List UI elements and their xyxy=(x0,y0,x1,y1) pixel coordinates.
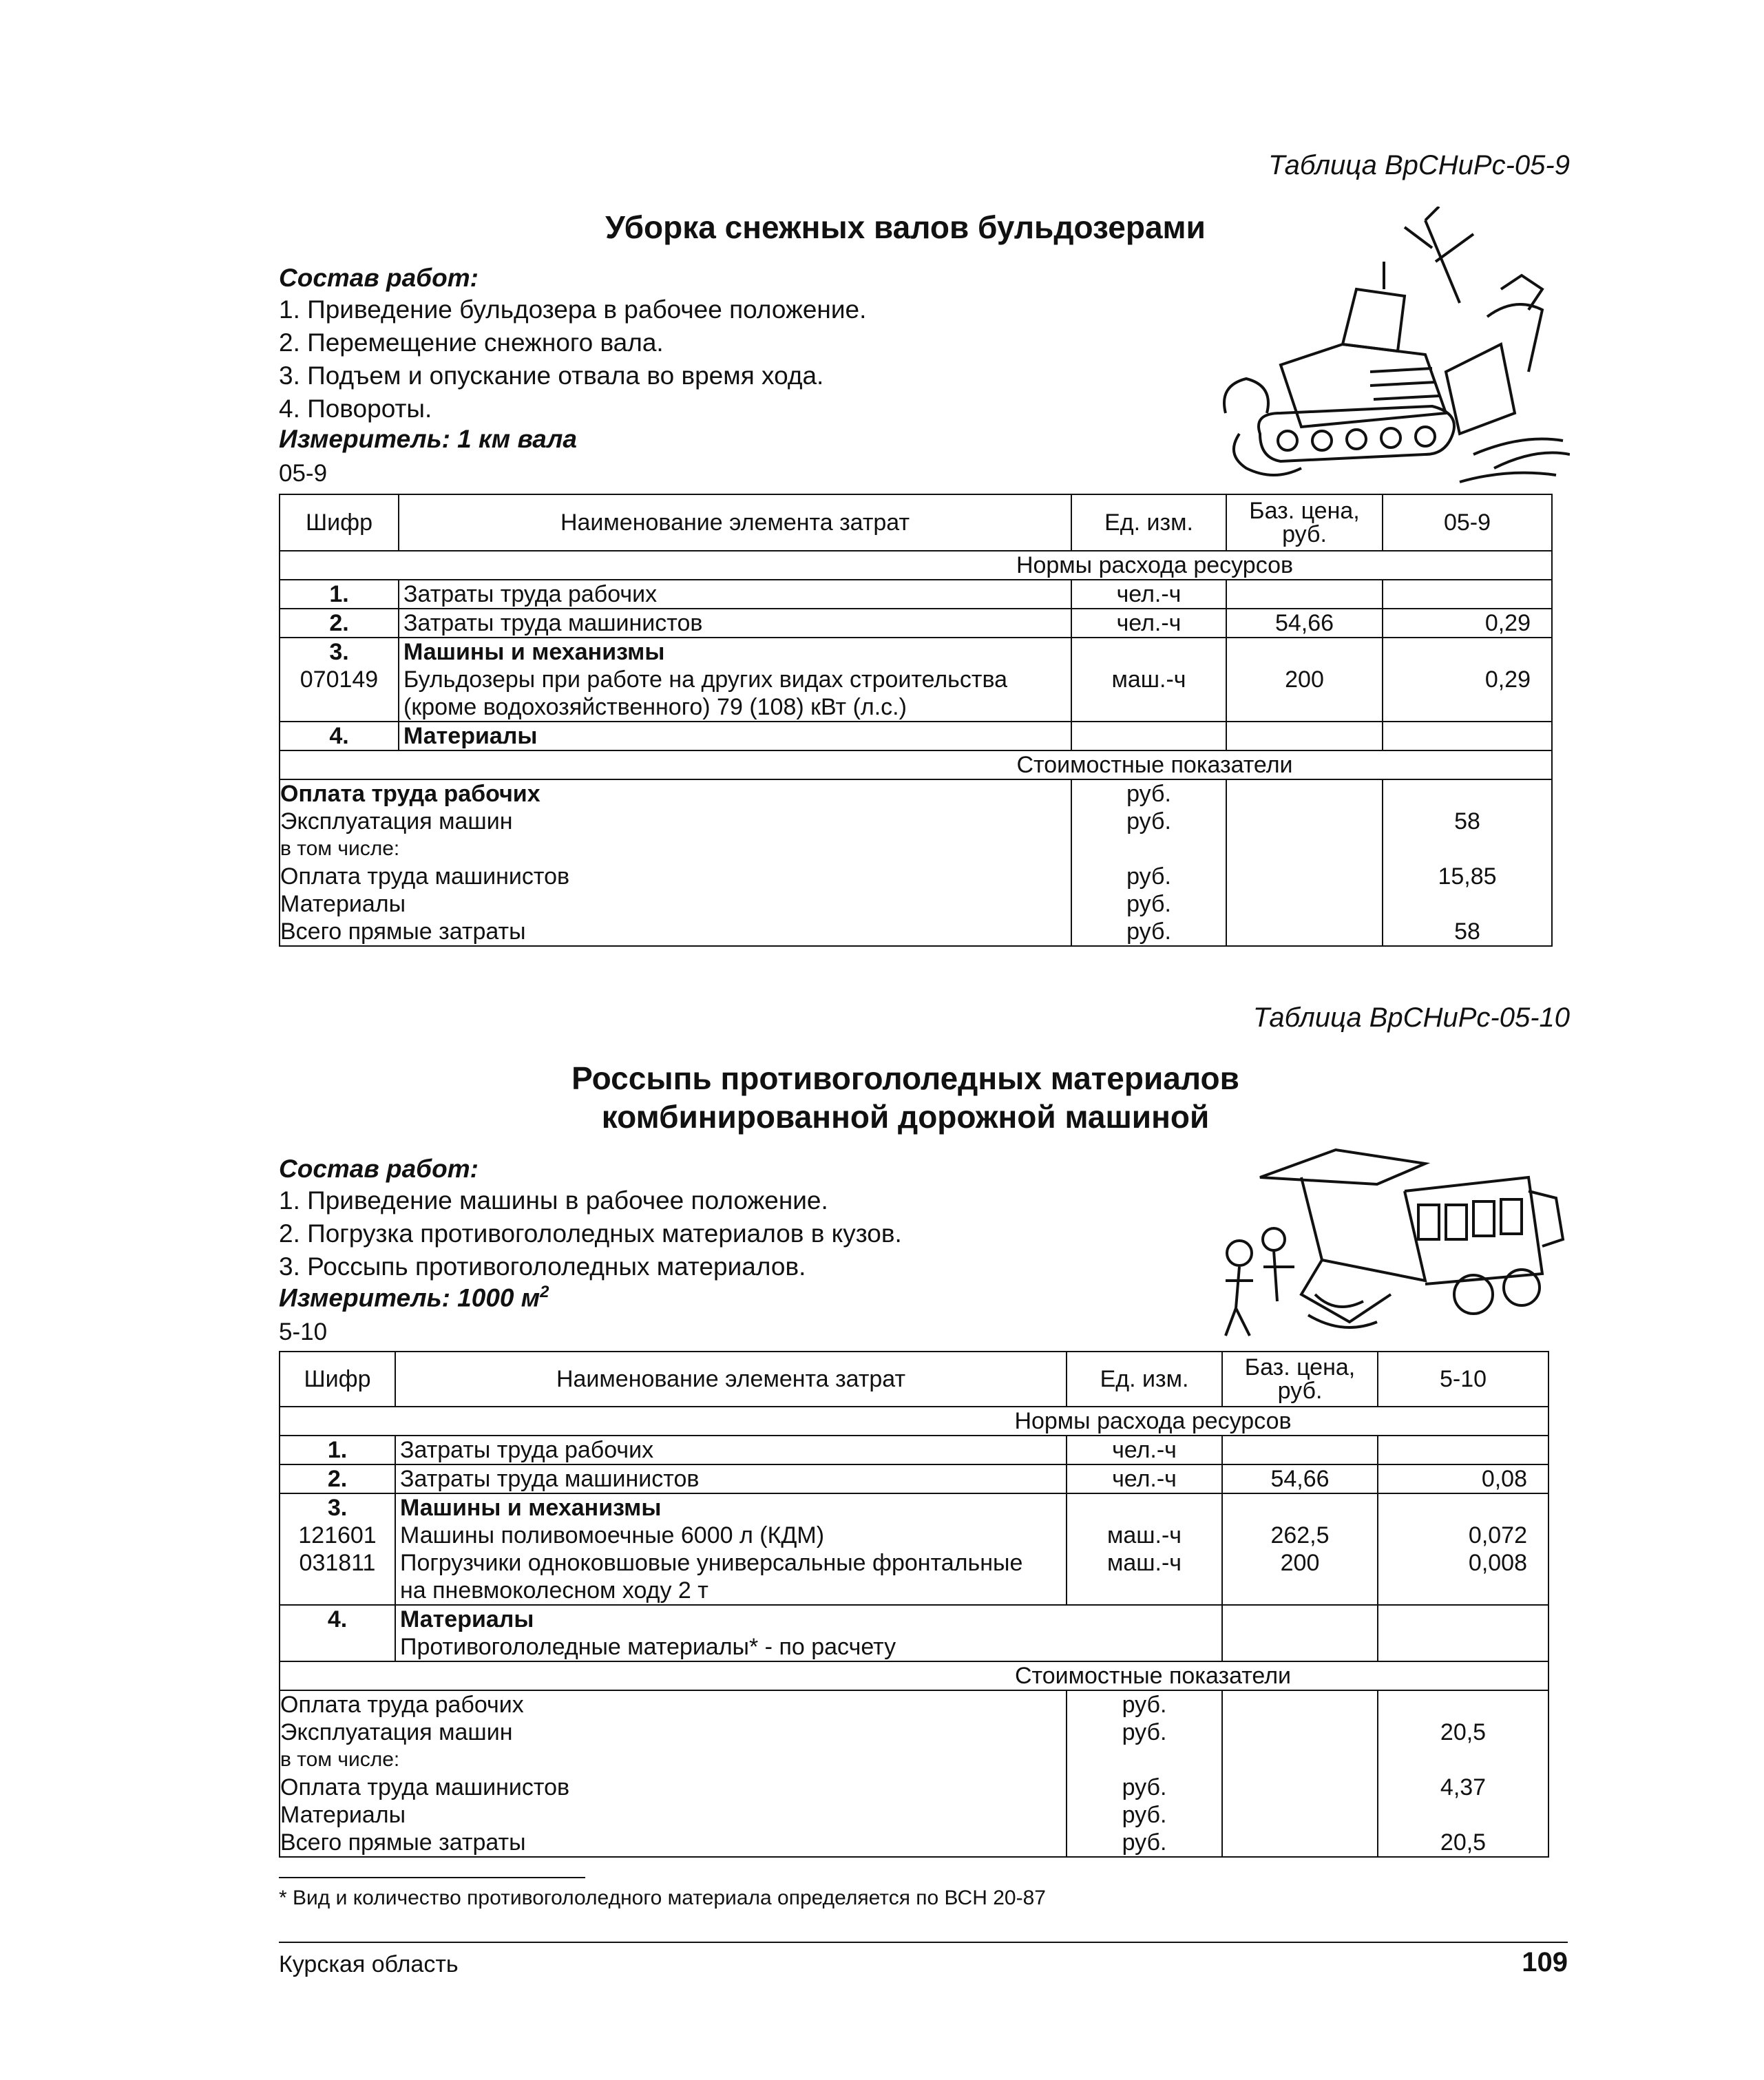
table-code: 05-9 xyxy=(279,460,328,487)
table-row: 1. Затраты труда рабочих чел.-ч xyxy=(280,1436,1548,1464)
table-code: 5-10 xyxy=(279,1319,328,1345)
section-title: Уборка снежных валов бульдозерами xyxy=(605,209,1206,245)
cost-rows: Оплата труда рабочих Эксплуатация машин в том числе: Оплата труда машинистов Материалы Всего прямые затраты руб. руб. руб. руб. руб. 58 15,85 58 xyxy=(280,779,1552,946)
work-list xyxy=(279,1184,1174,1283)
work-item: 4. Повороты. xyxy=(279,395,432,423)
cost-rows: Оплата труда рабочих Эксплуатация машин в том числе: Оплата труда машинистов Материалы Всего прямые затраты руб. руб. руб. руб. руб. 20,5 4,37 20,5 xyxy=(280,1690,1548,1857)
table-row: 2. Затраты труда машинистов чел.-ч 54,66 0,29 xyxy=(280,609,1552,638)
work-item: 2. Перемещение снежного вала. xyxy=(279,328,664,357)
header-code: Шифр xyxy=(280,1352,395,1407)
page-number: 109 xyxy=(1522,1947,1568,1977)
footer-rule xyxy=(279,1942,1568,1943)
header-rate-code: 05-9 xyxy=(1383,494,1552,551)
footnote: * Вид и количество противогололедного материала определяется по ВСН 20-87 xyxy=(279,1887,1046,1909)
section-costs: Стоимостные показатели xyxy=(280,750,1552,779)
table-row: 2. Затраты труда машинистов чел.-ч 54,66 0,08 xyxy=(280,1464,1548,1493)
header-name: Наименование элемента затрат xyxy=(395,1352,1067,1407)
work-item: 1. Приведение машины в рабочее положение. xyxy=(279,1186,828,1215)
work-item: 3. Подъем и опускание отвала во время хода. xyxy=(279,361,824,390)
table-row: 3. 070149 Машины и механизмы Бульдозеры при работе на других видах строительства (кроме водохозяйственного) 79 (108) кВт (л.с.) маш.-ч 200 0,29 xyxy=(280,638,1552,722)
meter-label: Измеритель: 1000 $м^2$ xyxy=(279,1283,549,1312)
work-composition-heading: Состав работ: xyxy=(279,1155,479,1183)
header-price: Баз. цена, руб. xyxy=(1222,1352,1378,1407)
table-row: 1. Затраты труда рабочих чел.-ч xyxy=(280,580,1552,609)
header-price: Баз. цена, руб. xyxy=(1226,494,1383,551)
section-costs: Стоимостные показатели xyxy=(280,1661,1548,1690)
table-row: 4. Материалы xyxy=(280,722,1552,750)
work-composition-heading: Состав работ: xyxy=(279,264,479,292)
header-unit: Ед. изм. xyxy=(1071,494,1226,551)
table-row: 4. Материалы Противогололедные материалы* - по расчету xyxy=(280,1605,1548,1661)
work-item: 1. Приведение бульдозера в рабочее положение. xyxy=(279,295,867,324)
header-code: Шифр xyxy=(280,494,399,551)
work-list xyxy=(279,293,1174,426)
cost-norms-table xyxy=(279,1351,1549,1858)
table-caption: Таблица ВрСНиРс-05-9 xyxy=(1268,150,1570,180)
cost-norms-table xyxy=(279,494,1553,947)
header-name: Наименование элемента затрат xyxy=(399,494,1071,551)
meter-label: Измеритель: 1 км вала xyxy=(279,425,577,453)
header-unit: Ед. изм. xyxy=(1067,1352,1222,1407)
road-machine-sketch-icon xyxy=(1198,1136,1570,1343)
section-norms: Нормы расхода ресурсов xyxy=(280,1407,1548,1436)
footer-region: Курская область xyxy=(279,1951,459,1977)
bulldozer-sketch-icon xyxy=(1198,207,1570,496)
header-rate-code: 5-10 xyxy=(1378,1352,1548,1407)
table-caption: Таблица ВрСНиРс-05-10 xyxy=(1252,1002,1570,1033)
footnote-rule xyxy=(279,1877,585,1878)
work-item: 2. Погрузка противогололедных материалов в кузов. xyxy=(279,1219,902,1248)
table-row: 3. 121601 031811 Машины и механизмы Машины поливомоечные 6000 л (КДМ) Погрузчики одноковшовые универсальные фронтальные на пневмоколесном ходу 2 т маш.-ч маш.-ч 262,5 200 0,072 0,008 xyxy=(280,1493,1548,1605)
work-item: 3. Россыпь противогололедных материалов. xyxy=(279,1252,806,1281)
section-norms: Нормы расхода ресурсов xyxy=(280,551,1552,580)
section-title: Россыпь противогололедных материалов комбинированной дорожной машиной xyxy=(571,1060,1239,1135)
